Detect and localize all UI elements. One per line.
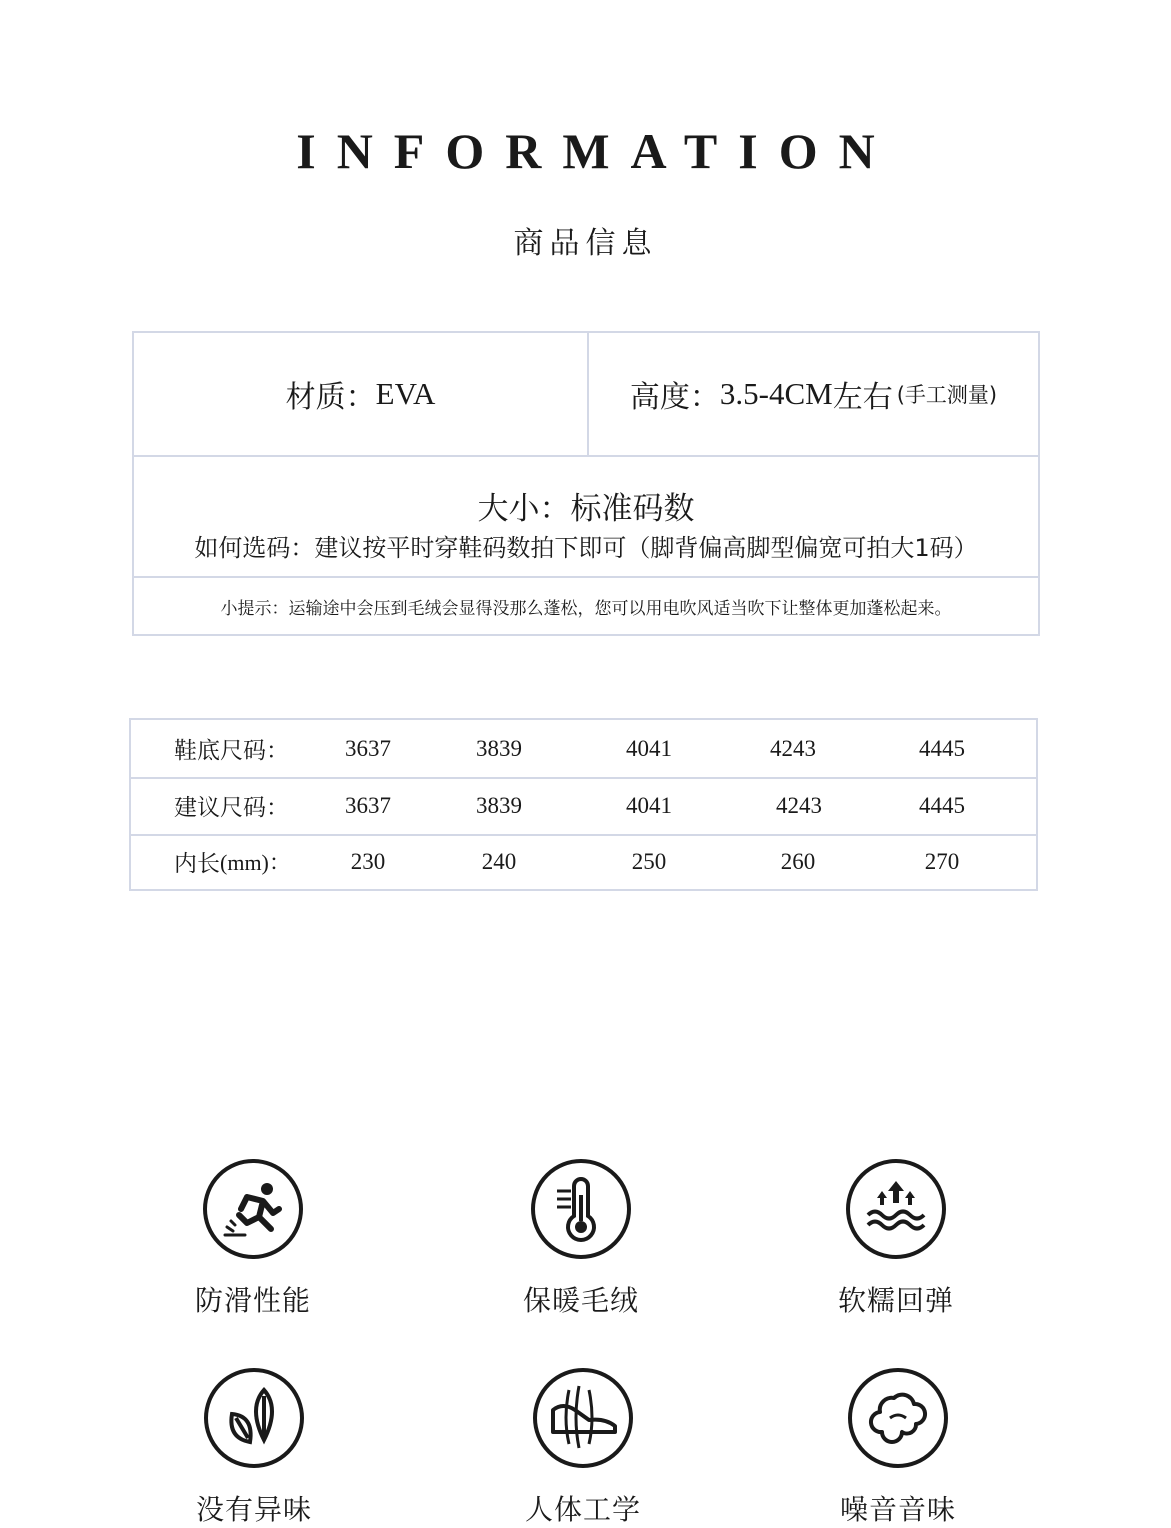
height-label: 高度： — [629, 380, 720, 415]
feature-soft-rebound — [786, 1157, 1006, 1319]
material-cell — [134, 333, 589, 455]
table-cell: 230 — [350, 848, 386, 874]
table-cell: 260 — [780, 848, 816, 874]
height-value: 3.5-4CM — [719, 376, 833, 411]
table-cell: 3839 — [476, 735, 522, 761]
info-row-size — [134, 455, 1038, 578]
table-row — [131, 777, 1036, 836]
leaf-icon — [202, 1366, 306, 1470]
feature-label: 没有异味 — [195, 1493, 312, 1526]
height-note: (手工测量) — [896, 383, 998, 407]
feature-warm-plush — [471, 1157, 691, 1319]
ergonomic-shoe-icon — [531, 1366, 635, 1470]
table-row — [131, 720, 1036, 779]
table-cell: 4041 — [626, 735, 672, 761]
height-cell — [589, 333, 1038, 455]
table-row — [131, 834, 1036, 889]
row-label: 内长 (mm)： — [174, 850, 291, 877]
material-label: 材质： — [285, 380, 376, 415]
feature-label: 人体工学 — [524, 1493, 641, 1526]
feature-label: 保暖毛绒 — [522, 1284, 639, 1317]
row-label: 建议尺码： — [174, 795, 289, 821]
table-cell: 240 — [481, 848, 517, 874]
anti-slip-icon — [201, 1157, 305, 1261]
feature-anti-slip — [143, 1157, 363, 1319]
page-title: INFORMATION — [296, 123, 896, 179]
table-cell: 4041 — [626, 792, 672, 818]
feature-cloud — [788, 1366, 1008, 1528]
table-cell: 3637 — [345, 792, 391, 818]
size-table — [129, 718, 1038, 891]
feature-label: 软糯回弹 — [837, 1284, 954, 1317]
feature-label: 噪音音味 — [839, 1493, 956, 1526]
table-cell: 4445 — [919, 792, 965, 818]
size-line: 大小：标准码数 — [477, 491, 695, 527]
row-label: 鞋底尺码： — [174, 738, 289, 764]
feature-label: 防滑性能 — [194, 1284, 311, 1317]
info-row-material-height — [134, 333, 1038, 457]
table-cell: 250 — [631, 848, 667, 874]
tip-line: 小提示：运输途中会压到毛绒会显得没那么蓬松，您可以用电吹风适当吹下让整体更加蓬松起来。 — [220, 598, 952, 619]
table-cell: 4445 — [919, 735, 965, 761]
product-info-box — [132, 331, 1040, 636]
table-cell: 3637 — [345, 735, 391, 761]
material-value: EVA — [375, 376, 436, 411]
table-cell: 4243 — [776, 792, 822, 818]
choose-size-line: 如何选码：建议按平时穿鞋码数拍下即可（脚背偏高脚型偏宽可拍大1码） — [194, 534, 978, 562]
height-suffix: 左右 — [832, 380, 893, 415]
feature-no-odor — [144, 1366, 364, 1528]
cloud-icon — [846, 1366, 950, 1470]
table-cell: 270 — [924, 848, 960, 874]
table-cell: 4243 — [770, 735, 816, 761]
rebound-icon — [844, 1157, 948, 1261]
table-cell: 3839 — [476, 792, 522, 818]
page-subtitle: 商品信息 — [513, 226, 658, 261]
feature-ergonomic — [473, 1366, 693, 1528]
thermometer-icon — [529, 1157, 633, 1261]
